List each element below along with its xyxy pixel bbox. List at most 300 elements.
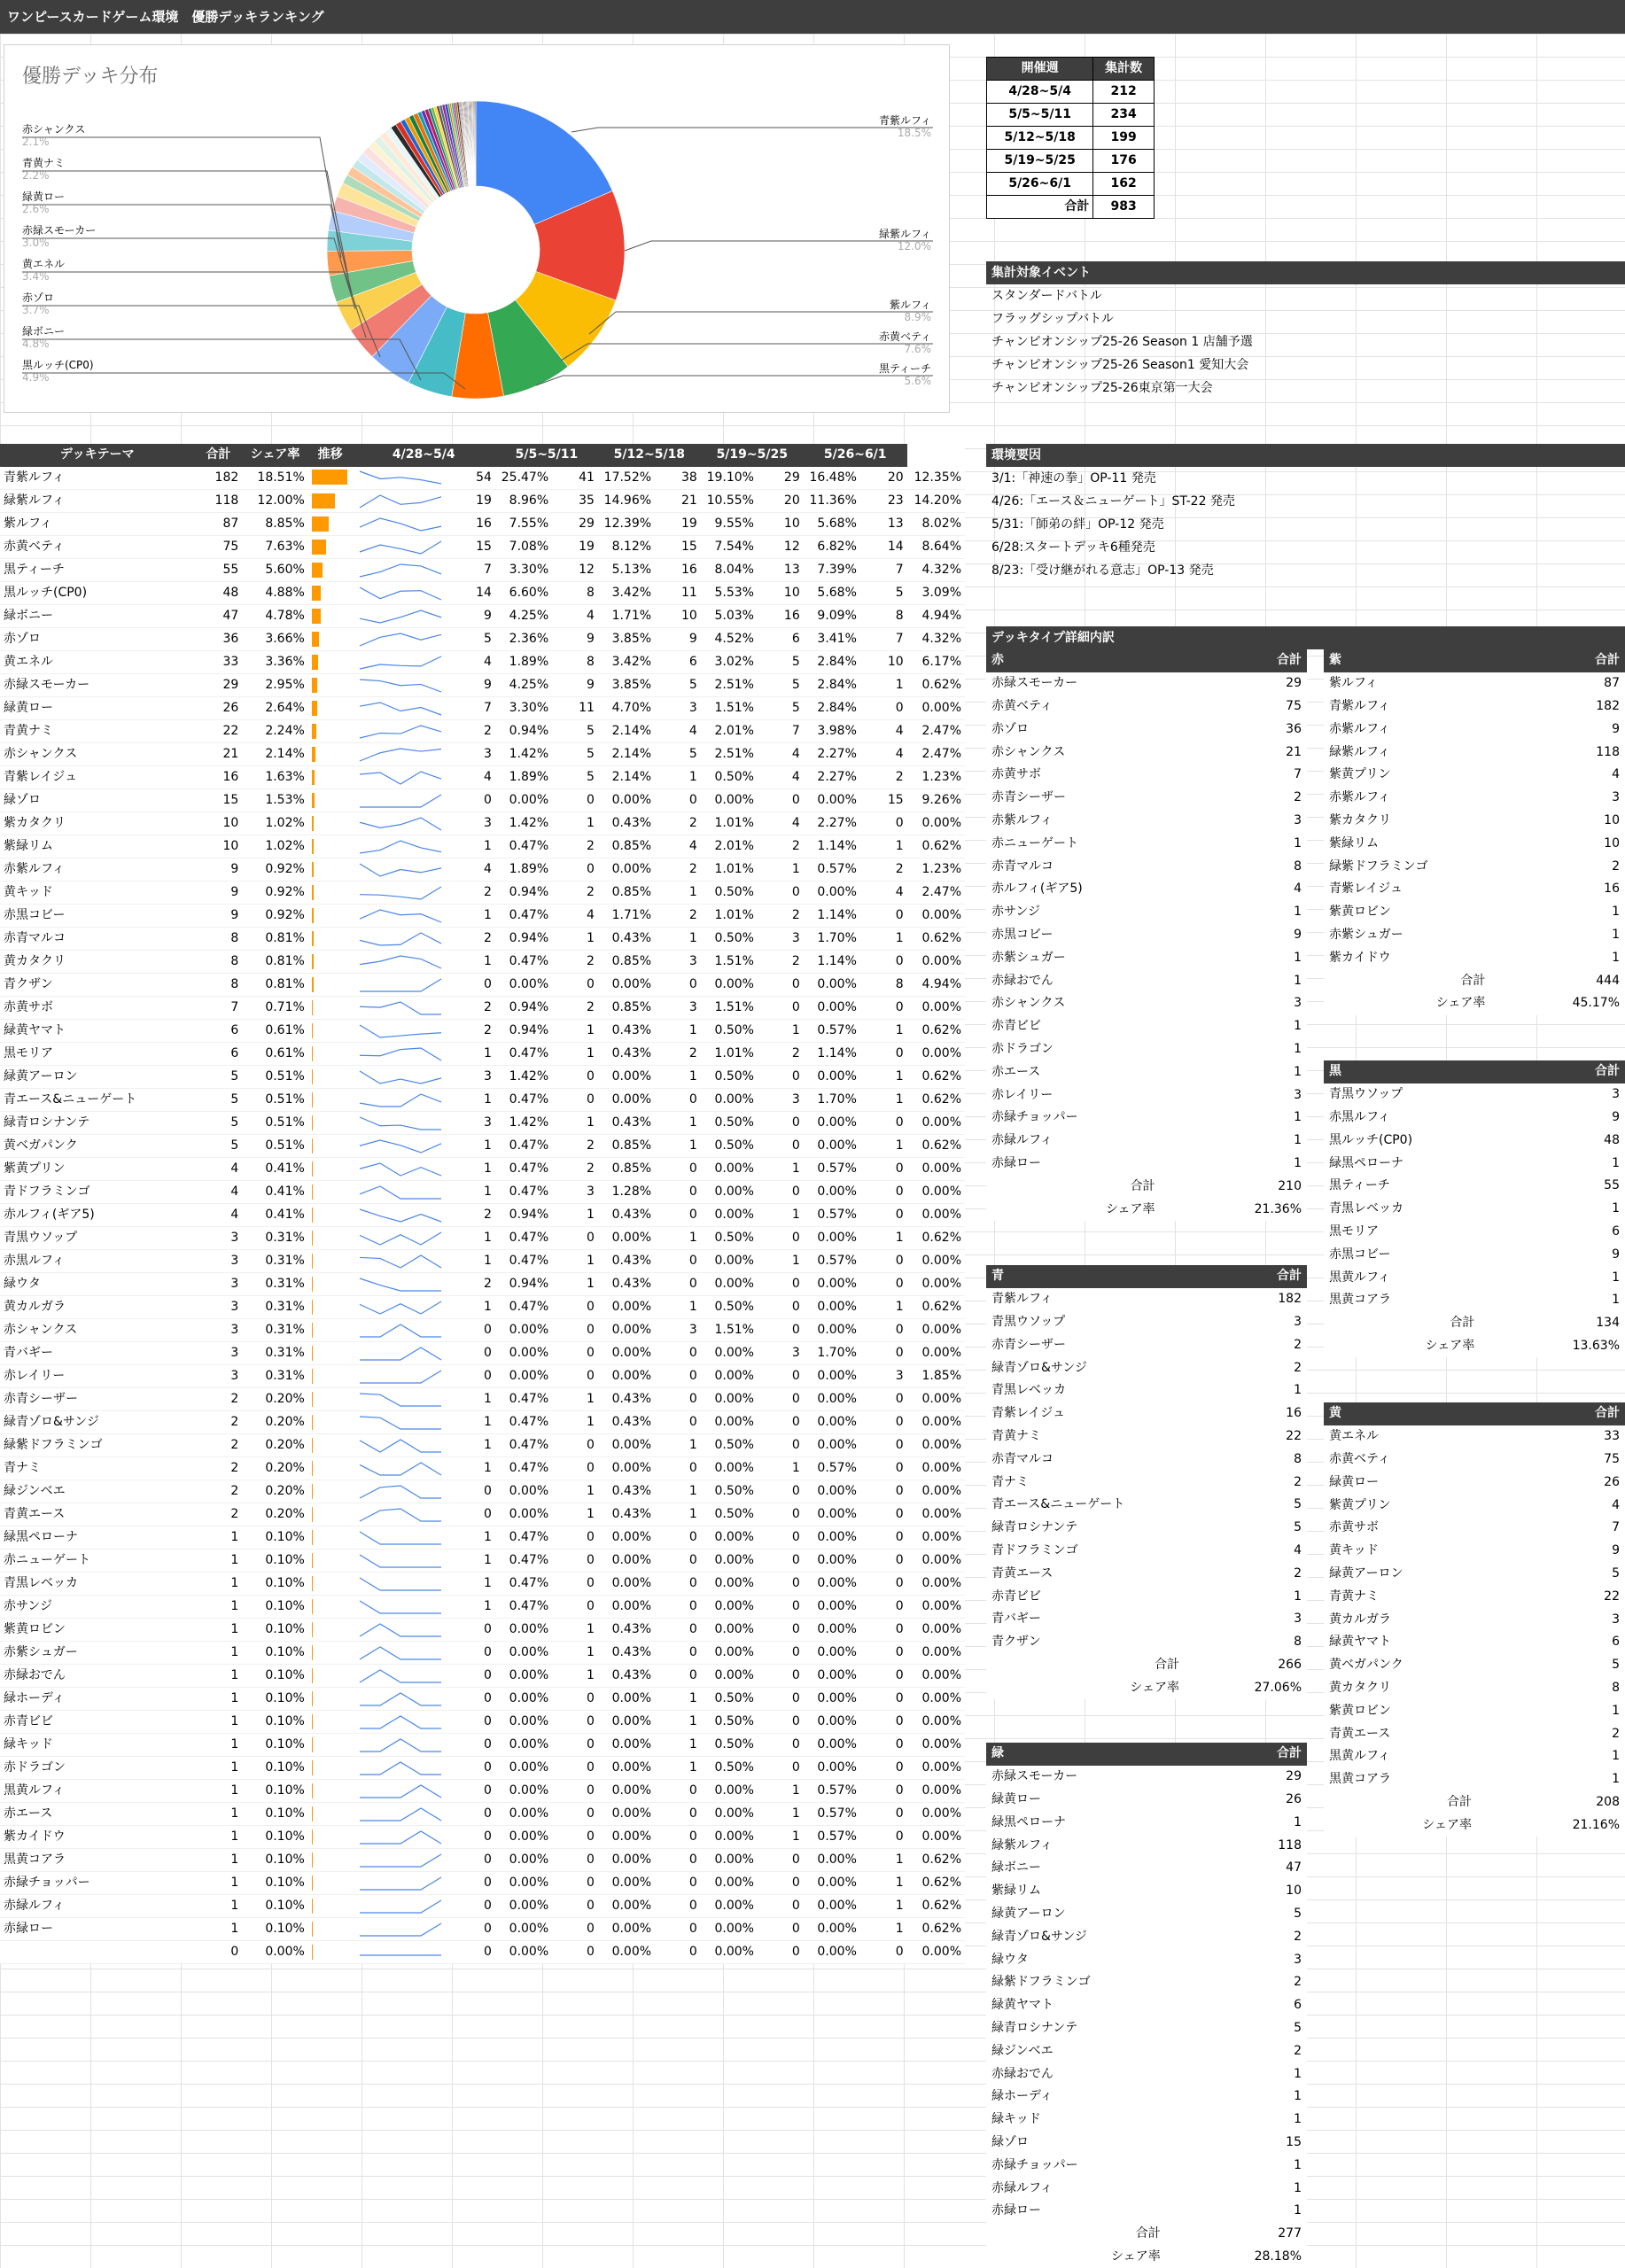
- week-count: 0: [860, 1434, 907, 1457]
- detail-deck-count: 2: [1612, 1726, 1620, 1741]
- week-count: 1: [655, 1480, 701, 1503]
- week-count: 0: [758, 789, 804, 812]
- detail-row: [986, 764, 1307, 787]
- week-share: 0.00%: [804, 974, 860, 997]
- week-share: 0.00%: [804, 1665, 860, 1688]
- week-share: 0.00%: [701, 789, 758, 812]
- detail-table-red: [986, 649, 1307, 1221]
- sparkline: [356, 676, 445, 695]
- deck-share: 0.00%: [242, 1941, 308, 1964]
- deck-share: 4.78%: [242, 605, 308, 628]
- week-count: 0: [552, 1757, 598, 1780]
- column-header[interactable]: 5/12~5/18: [598, 444, 701, 467]
- deck-name: 赤レイリー: [0, 1365, 194, 1388]
- sparkline-path: [360, 772, 441, 784]
- column-header[interactable]: 5/26~6/1: [804, 444, 907, 467]
- column-header[interactable]: 5/19~5/25: [701, 444, 804, 467]
- week-share: 0.47%: [495, 1573, 552, 1596]
- week-count: 0: [860, 1757, 907, 1780]
- week-share: 0.57%: [804, 1803, 860, 1826]
- column-header[interactable]: 合計: [194, 444, 242, 467]
- week-share: 0.00%: [804, 789, 860, 812]
- leader-line: [22, 272, 366, 338]
- sparkline-path: [360, 1440, 441, 1452]
- sparkline-path: [360, 1117, 441, 1130]
- week-share: 0.00%: [804, 1388, 860, 1411]
- week-share: 0.00%: [701, 974, 758, 997]
- week-count: 0: [552, 1688, 598, 1711]
- deck-share: 0.10%: [242, 1642, 308, 1665]
- share-bar: [312, 977, 314, 992]
- detail-deck-name: 黒黄コアラ: [1329, 1772, 1391, 1787]
- week-share: 12.35%: [907, 467, 965, 490]
- week-count: 9: [552, 628, 598, 651]
- week-share: 12.39%: [598, 513, 655, 536]
- week-count: 0: [655, 1365, 701, 1388]
- table-row: [0, 997, 965, 1020]
- week-share: 0.00%: [907, 1803, 965, 1826]
- detail-deck-count: 3: [1294, 1314, 1302, 1329]
- week-count: 1: [655, 1711, 701, 1734]
- detail-deck-name: 青紫レイジュ: [991, 1406, 1066, 1421]
- table-row: [0, 1665, 965, 1688]
- week-count: 1: [453, 1550, 495, 1573]
- week-count: 1: [453, 1596, 495, 1619]
- sparkline-cell: [353, 1457, 454, 1480]
- week-count: 5: [758, 674, 804, 697]
- deck-name: 緑青ゾロ&サンジ: [0, 1411, 194, 1434]
- week-count: 8: [860, 974, 907, 997]
- detail-row: [986, 672, 1307, 695]
- deck-total: 26: [194, 697, 242, 720]
- week-share: 0.47%: [495, 1250, 552, 1273]
- detail-row: [986, 1994, 1307, 2017]
- week-count: 0: [655, 1089, 701, 1112]
- week-share: 0.50%: [701, 1112, 758, 1135]
- week-share: 0.50%: [701, 882, 758, 905]
- table-row: [0, 1411, 965, 1434]
- week-count: 16: [758, 605, 804, 628]
- week-share: 3.42%: [598, 582, 655, 605]
- sparkline-cell: [353, 951, 454, 974]
- week-count: 14: [860, 536, 907, 559]
- factors-header: 環境要因: [986, 444, 1625, 467]
- detail-deck-count: 3: [1612, 790, 1620, 805]
- sparkline-cell: [353, 928, 454, 951]
- share-bar: [312, 1415, 313, 1430]
- week-count: 0: [655, 1158, 701, 1181]
- week-share: 0.94%: [495, 928, 552, 951]
- week-share: 0.62%: [907, 928, 965, 951]
- week-count: 0: [453, 1365, 495, 1388]
- column-header[interactable]: 4/28~5/4: [353, 444, 495, 467]
- factor-item: 6/28:スタートデッキ6種発売: [991, 540, 1155, 555]
- detail-row: [1324, 832, 1625, 855]
- detail-deck-count: 1: [1294, 973, 1302, 988]
- deck-name: 紫緑リム: [0, 835, 194, 858]
- week-count: 0: [453, 1895, 495, 1918]
- detail-deck-count: 9: [1612, 1543, 1620, 1558]
- table-row: [0, 1619, 965, 1642]
- week-share: 0.00%: [495, 1734, 552, 1757]
- sparkline: [356, 745, 445, 765]
- table-row: [0, 974, 965, 997]
- week-share: 0.57%: [804, 1457, 860, 1480]
- chart-label-left: [22, 190, 65, 215]
- week-share: 0.00%: [495, 1895, 552, 1918]
- week-share: 0.50%: [701, 1227, 758, 1250]
- week-count: 1: [758, 1780, 804, 1803]
- week-share: 0.00%: [598, 1365, 655, 1388]
- share-bar-cell: [308, 1296, 353, 1319]
- deck-total: 1: [194, 1757, 242, 1780]
- week-count: 0: [655, 1596, 701, 1619]
- week-count: 0: [655, 1550, 701, 1573]
- deck-share: 1.02%: [242, 835, 308, 858]
- week-share: 2.51%: [701, 743, 758, 766]
- detail-deck-name: 赤緑ルフィ: [991, 1133, 1053, 1148]
- share-bar-cell: [308, 1780, 353, 1803]
- week-count: 21: [655, 490, 701, 513]
- column-header[interactable]: 5/5~5/11: [495, 444, 598, 467]
- detail-deck-count: 1: [1294, 1110, 1302, 1125]
- detail-deck-count: 2: [1294, 1337, 1302, 1352]
- detail-row: [986, 1379, 1307, 1402]
- deck-name: 赤ゾロ: [0, 628, 194, 651]
- share-bar: [312, 1507, 313, 1522]
- chart-label-pct: 4.8%: [22, 338, 50, 350]
- week-count: 0: [860, 1158, 907, 1181]
- deck-total: 3: [194, 1296, 242, 1319]
- deck-total: 5: [194, 1135, 242, 1158]
- table-row: [0, 1434, 965, 1457]
- deck-total: 36: [194, 628, 242, 651]
- sparkline: [356, 1298, 445, 1317]
- week-share: 0.85%: [598, 835, 655, 858]
- week-count: 4: [655, 835, 701, 858]
- share-bar: [312, 586, 322, 601]
- chart-label-right: [879, 330, 931, 355]
- week-share: 0.00%: [804, 1296, 860, 1319]
- table-row: [0, 1457, 965, 1480]
- share-bar-cell: [308, 1550, 353, 1573]
- week-count: 2: [655, 812, 701, 835]
- table-row: [0, 490, 965, 513]
- week-share: 0.00%: [804, 1619, 860, 1642]
- week-share: 7.55%: [495, 513, 552, 536]
- week-share: 0.00%: [495, 1918, 552, 1941]
- weeks-row: [987, 196, 1155, 219]
- deck-total: 118: [194, 490, 242, 513]
- detail-deck-name: 青紫ルフィ: [991, 1292, 1053, 1307]
- week-count: 2: [453, 1273, 495, 1296]
- week-count: 0: [552, 1457, 598, 1480]
- week-share: 0.47%: [495, 1434, 552, 1457]
- week-count: 0: [552, 1849, 598, 1872]
- week-share: 0.00%: [701, 1918, 758, 1941]
- share-bar-cell: [308, 1803, 353, 1826]
- detail-total-header: 合計: [1215, 1265, 1307, 1288]
- week-count: 0: [655, 1204, 701, 1227]
- sparkline-path: [360, 1324, 441, 1337]
- sparkline-path: [360, 1025, 441, 1037]
- deck-share: 18.51%: [242, 467, 308, 490]
- week-count: 0: [758, 1918, 804, 1941]
- week-count: 1: [453, 1250, 495, 1273]
- deck-share: 2.95%: [242, 674, 308, 697]
- sparkline-cell: [353, 582, 454, 605]
- week-share: 0.00%: [495, 789, 552, 812]
- week-count: 4: [453, 651, 495, 674]
- detail-deck-count: 1: [1294, 950, 1302, 965]
- detail-deck-count: 3: [1612, 1612, 1620, 1627]
- sparkline: [356, 1114, 445, 1133]
- week-share: 0.57%: [804, 1780, 860, 1803]
- detail-deck-name: 青ドフラミンゴ: [991, 1542, 1078, 1557]
- sparkline: [356, 1390, 445, 1410]
- detail-row: [986, 1971, 1307, 1994]
- week-count: 3: [453, 743, 495, 766]
- week-count: 0: [655, 1526, 701, 1550]
- week-count: 2: [655, 1043, 701, 1066]
- detail-deck-name: 緑キッド: [991, 2112, 1041, 2127]
- sparkline-cell: [353, 1918, 454, 1941]
- share-bar-cell: [308, 743, 353, 766]
- week-count: 0: [860, 1619, 907, 1642]
- week-share: 0.00%: [701, 1526, 758, 1550]
- detail-deck-count: 1: [1612, 1749, 1620, 1764]
- sheet-title: ワンピースカードゲーム環境 優勝デッキランキング: [0, 0, 1625, 34]
- week-count: 2: [453, 997, 495, 1020]
- detail-deck-count: 22: [1286, 1428, 1302, 1443]
- deck-share: 0.10%: [242, 1550, 308, 1573]
- week-share: 0.00%: [701, 1273, 758, 1296]
- sparkline: [356, 1943, 445, 1962]
- sparkline-path: [360, 1532, 441, 1544]
- detail-row: [1324, 1540, 1625, 1563]
- week-share: 0.00%: [907, 1573, 965, 1596]
- week-share: 2.47%: [907, 882, 965, 905]
- week-share: 0.00%: [701, 1388, 758, 1411]
- detail-deck-count: 1: [1294, 905, 1302, 920]
- detail-deck-count: 9: [1612, 721, 1620, 736]
- week-share: 0.00%: [495, 1849, 552, 1872]
- week-count: 0: [453, 1757, 495, 1780]
- detail-row: [986, 1948, 1307, 1971]
- deck-total: 5: [194, 1066, 242, 1089]
- share-bar-cell: [308, 1849, 353, 1872]
- week-count: 0: [655, 1872, 701, 1895]
- detail-deck-name: 赤ドラゴン: [991, 1041, 1054, 1056]
- sparkline-path: [360, 680, 441, 692]
- detail-deck-name: 緑青ゾロ&サンジ: [991, 1929, 1087, 1944]
- deck-total: 10: [194, 812, 242, 835]
- week-count: 2: [453, 720, 495, 743]
- detail-deck-count: 1: [1294, 2203, 1302, 2218]
- deck-name: 緑黄ロー: [0, 697, 194, 720]
- deck-name: 緑青ロシナンテ: [0, 1112, 194, 1135]
- detail-deck-name: 緑紫ドフラミンゴ: [1329, 858, 1428, 874]
- week-share: 9.55%: [701, 513, 758, 536]
- week-share: 1.89%: [495, 858, 552, 882]
- deck-share: 0.61%: [242, 1043, 308, 1066]
- week-share: 0.00%: [804, 1757, 860, 1780]
- week-count: 1: [453, 1135, 495, 1158]
- detail-row: [1324, 924, 1625, 947]
- week-count: 1: [453, 1296, 495, 1319]
- week-count: 0: [453, 1619, 495, 1642]
- share-bar: [312, 1000, 314, 1015]
- deck-share: 0.10%: [242, 1780, 308, 1803]
- chart-label-pct: 3.4%: [22, 270, 50, 283]
- week-share: 0.00%: [598, 1342, 655, 1365]
- deck-total: 8: [194, 951, 242, 974]
- detail-deck-name: 赤黄サボ: [1329, 1520, 1379, 1535]
- sparkline-cell: [353, 1688, 454, 1711]
- sparkline-cell: [353, 1227, 454, 1250]
- share-bar-cell: [308, 1734, 353, 1757]
- chart-label-pct: 4.9%: [22, 371, 50, 384]
- column-header[interactable]: デッキテーマ: [0, 444, 194, 467]
- chart-label-name: 緑黄ロー: [22, 190, 66, 203]
- sparkline-cell: [353, 1296, 454, 1319]
- week-share: 2.47%: [907, 720, 965, 743]
- deck-share: 0.41%: [242, 1158, 308, 1181]
- week-share: 3.41%: [804, 628, 860, 651]
- week-share: 0.50%: [701, 1296, 758, 1319]
- sparkline-cell: [353, 1089, 454, 1112]
- week-count: 5: [860, 582, 907, 605]
- share-bar: [312, 1737, 313, 1752]
- week-share: 3.02%: [701, 651, 758, 674]
- column-header[interactable]: シェア率: [242, 444, 308, 467]
- deck-name: 青エース&ニューゲート: [0, 1089, 194, 1112]
- share-bar: [312, 678, 317, 693]
- detail-deck-name: 青黄ナミ: [991, 1428, 1041, 1443]
- chart-label-name: 黄エネル: [22, 258, 66, 270]
- pie-chart[interactable]: [4, 44, 950, 413]
- chart-label-name: 赤黄ベティ: [878, 330, 931, 343]
- week-share: 4.25%: [495, 605, 552, 628]
- week-share: 0.00%: [495, 1619, 552, 1642]
- detail-deck-name: 赤エース: [991, 1064, 1041, 1079]
- week-count: 5: [655, 674, 701, 697]
- week-share: 0.00%: [495, 974, 552, 997]
- week-count: 0: [860, 1642, 907, 1665]
- detail-deck-name: 緑ホーディ: [991, 2089, 1053, 2104]
- week-count: 0: [453, 1872, 495, 1895]
- sparkline: [356, 653, 445, 672]
- sparkline-path: [360, 1923, 441, 1936]
- week-count: 0: [453, 1642, 495, 1665]
- detail-deck-name: 紫緑リム: [1329, 835, 1379, 850]
- deck-total: 1: [194, 1895, 242, 1918]
- share-bar-cell: [308, 1204, 353, 1227]
- week-count: 1: [758, 1020, 804, 1043]
- week-count: 0: [655, 1895, 701, 1918]
- week-count: 0: [552, 1365, 598, 1388]
- week-count: 0: [453, 1480, 495, 1503]
- week-share: 1.71%: [598, 605, 655, 628]
- sparkline-path: [360, 1808, 441, 1821]
- week-share: 19.10%: [701, 467, 758, 490]
- share-bar: [312, 1806, 313, 1821]
- week-share: 9.26%: [907, 789, 965, 812]
- week-count: 0: [655, 1342, 701, 1365]
- sparkline-path: [360, 749, 441, 761]
- deck-name: 紫ルフィ: [0, 513, 194, 536]
- detail-deck-count: 2: [1294, 790, 1302, 805]
- week-share: 4.32%: [907, 628, 965, 651]
- week-count: 1: [758, 1803, 804, 1826]
- week-count: 4: [860, 743, 907, 766]
- sparkline-cell: [353, 1711, 454, 1734]
- week-share: 8.04%: [701, 559, 758, 582]
- detail-row: [1324, 1129, 1625, 1152]
- week-count: 13: [758, 559, 804, 582]
- week-count: 0: [758, 1227, 804, 1250]
- week-count: 0: [758, 1573, 804, 1596]
- deck-name: 緑紫ドフラミンゴ: [0, 1434, 194, 1457]
- deck-share: 0.20%: [242, 1457, 308, 1480]
- week-count: 29: [758, 467, 804, 490]
- week-share: 2.14%: [598, 720, 655, 743]
- week-count: 0: [860, 997, 907, 1020]
- week-share: 2.01%: [701, 835, 758, 858]
- deck-total: 47: [194, 605, 242, 628]
- detail-deck-name: 赤レイリー: [991, 1087, 1054, 1102]
- sparkline-cell: [353, 974, 454, 997]
- table-row: [0, 928, 965, 951]
- detail-deck-count: 1: [1612, 1270, 1620, 1285]
- deck-name: 紫黄ロビン: [0, 1619, 194, 1642]
- week-count: 0: [860, 1550, 907, 1573]
- share-bar: [312, 1369, 313, 1384]
- sparkline-cell: [353, 1319, 454, 1342]
- deck-total: 55: [194, 559, 242, 582]
- deck-share: 0.10%: [242, 1849, 308, 1872]
- week-share: 0.00%: [495, 1941, 552, 1964]
- week-count: 8: [552, 582, 598, 605]
- table-row: [0, 766, 965, 789]
- week-count: 4: [655, 720, 701, 743]
- week-share: 0.85%: [598, 1135, 655, 1158]
- detail-deck-name: 赤シャンクス: [991, 744, 1066, 759]
- chart-label-left: [22, 224, 96, 249]
- week-share: 0.00%: [598, 1803, 655, 1826]
- deck-name: 緑ウタ: [0, 1273, 194, 1296]
- week-share: 0.62%: [907, 1020, 965, 1043]
- sparkline-path: [360, 633, 441, 646]
- week-share: 0.00%: [701, 1573, 758, 1596]
- share-bar-cell: [308, 1573, 353, 1596]
- deck-total: 1: [194, 1526, 242, 1550]
- week-share: 0.00%: [495, 1826, 552, 1849]
- table-row: [0, 1826, 965, 1849]
- deck-share: 0.51%: [242, 1089, 308, 1112]
- detail-deck-count: 1: [1612, 1772, 1620, 1787]
- sparkline-path: [360, 471, 441, 484]
- chart-label-left: [22, 157, 65, 182]
- column-header[interactable]: 推移: [308, 444, 353, 467]
- week-share: 2.27%: [804, 766, 860, 789]
- deck-share: 0.31%: [242, 1250, 308, 1273]
- week-share: 6.82%: [804, 536, 860, 559]
- week-count: 0: [860, 1780, 907, 1803]
- share-bar: [312, 1899, 313, 1914]
- table-row: [0, 951, 965, 974]
- week-share: 0.47%: [495, 1089, 552, 1112]
